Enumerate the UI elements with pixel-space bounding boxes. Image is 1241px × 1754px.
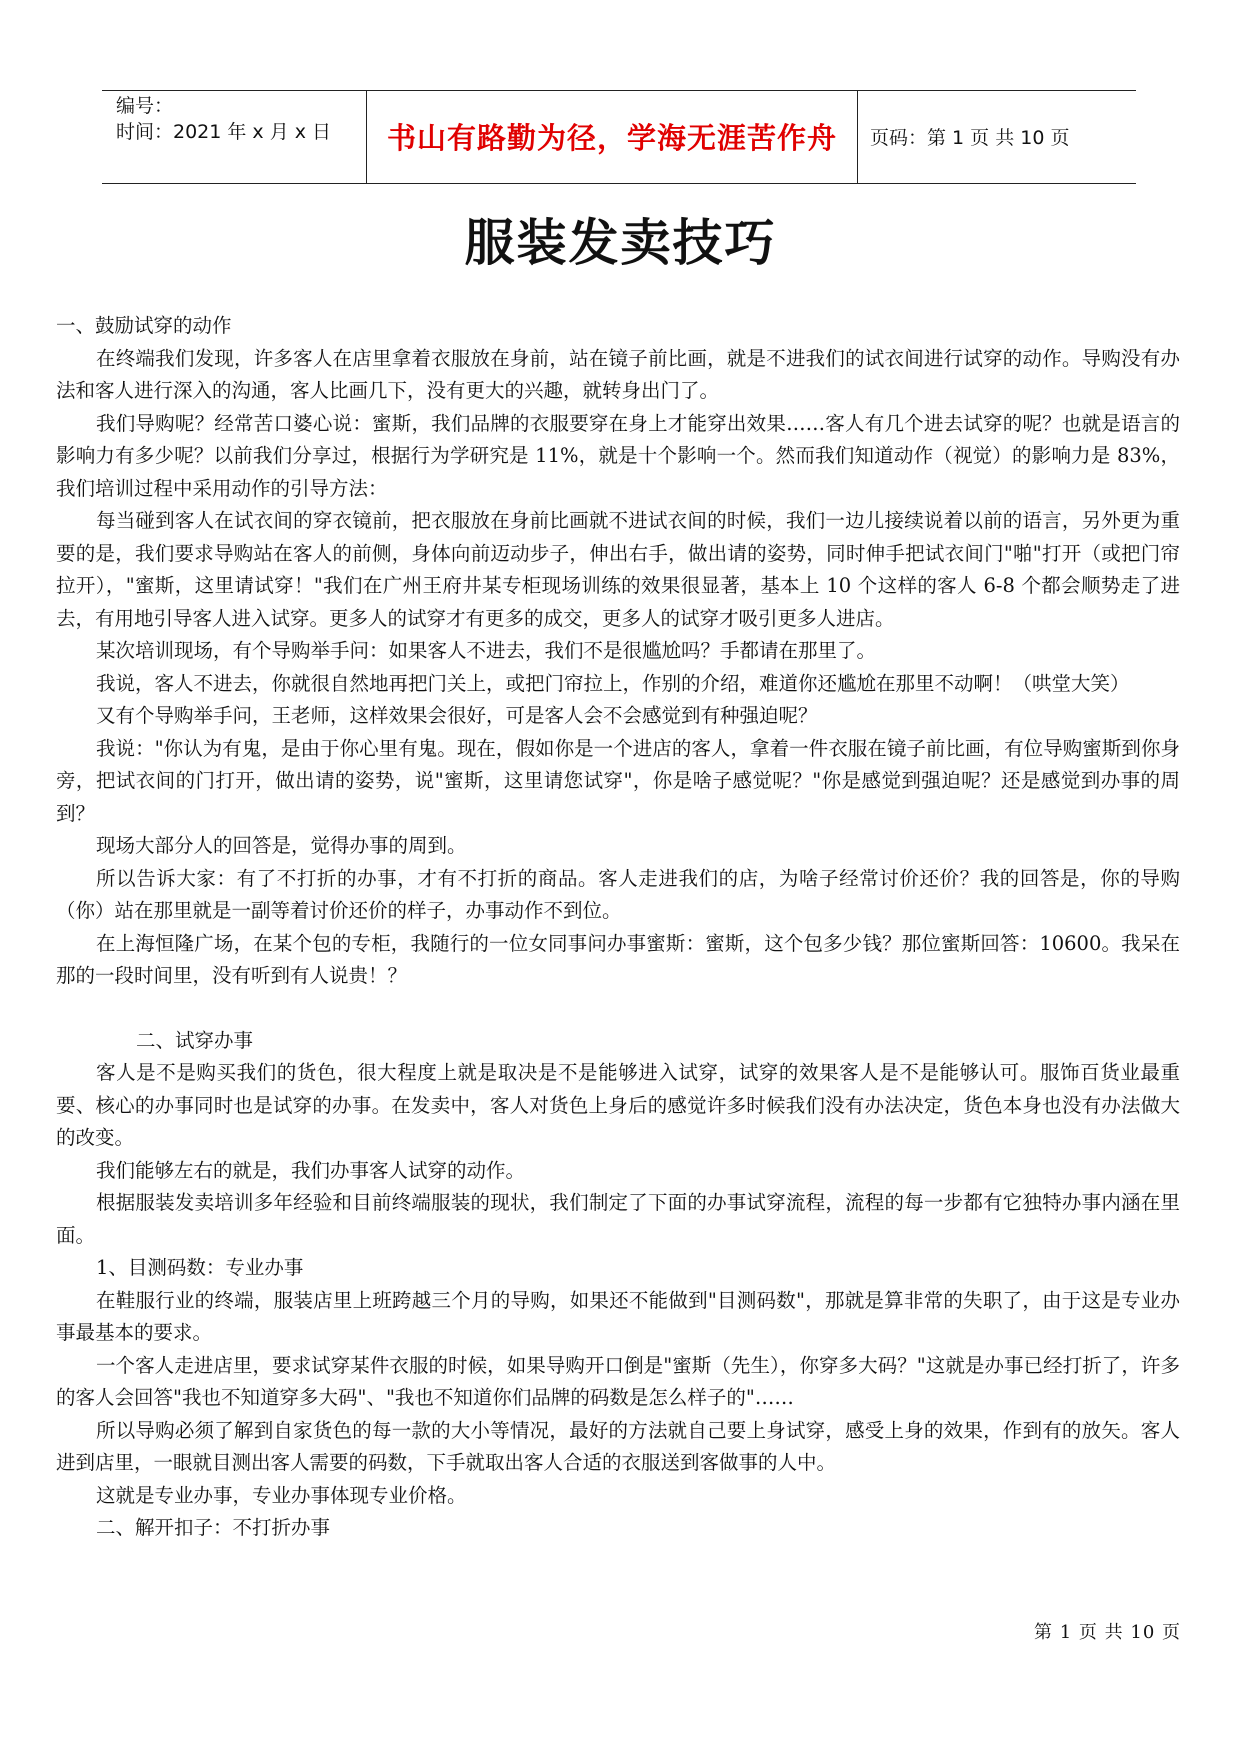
header-page-cell	[858, 91, 1136, 183]
paragraph: 我说："你认为有鬼，是由于你心里有鬼。现在，假如你是一个进店的客人，拿着一件衣服在镜子前比画，有位导购蜜斯到你身旁，把试衣间的门打开，做出请的姿势，说"蜜斯，这里请您试穿"，你是啥子感觉呢？"你是感觉到强迫呢？还是感觉到办事的周到？	[56, 736, 1180, 825]
paragraph: 又有个导购举手问，王老师，这样效果会很好，可是客人会不会感觉到有种强迫呢？	[96, 704, 818, 727]
subsection-heading: 1、目测码数：专业办事	[96, 1256, 304, 1279]
document-body	[56, 310, 1180, 1545]
paragraph: 在终端我们发现，许多客人在店里拿着衣服放在身前，站在镜子前比画，就是不进我们的试衣间进行试穿的动作。导购没有办法和客人进行深入的沟通，客人比画几下，没有更大的兴趣，就转身出门了。	[56, 346, 1180, 402]
document-header	[102, 90, 1136, 184]
paragraph: 在上海恒隆广场，在某个包的专柜，我随行的一位女同事问办事蜜斯：蜜斯，这个包多少钱？那位蜜斯回答：10600。我呆在那的一段时间里，没有听到有人说贵！？	[56, 931, 1180, 987]
section-spacer	[56, 993, 1180, 1025]
section-heading: 二、试穿办事	[136, 1028, 254, 1052]
paragraph: 所以告诉大家：有了不打折的办事，才有不打折的商品。客人走进我们的店，为啥子经常讨价还价？我的回答是，你的导购（你）站在那里就是一副等着讨价还价的样子，办事动作不到位。	[56, 866, 1180, 922]
header-meta-cell	[102, 91, 366, 183]
paragraph: 现场大部分人的回答是，觉得办事的周到。	[96, 834, 467, 857]
document-date: 时间：2021 年 x 月 x 日	[116, 121, 332, 143]
document-title: 服装发卖技巧	[464, 214, 777, 272]
paragraph: 在鞋服行业的终端，服装店里上班跨越三个月的导购，如果还不能做到"目测码数"，那就是算非常的失职了，由于这是专业办事最基本的要求。	[56, 1288, 1180, 1344]
paragraph: 我们能够左右的就是，我们办事客人试穿的动作。	[96, 1158, 526, 1182]
paragraph: 每当碰到客人在试衣间的穿衣镜前，把衣服放在身前比画就不进试衣间的时候，我们一边儿接续说着以前的语言，另外更为重要的是，我们要求导购站在客人的前侧，身体向前迈动步子，伸出右手，做出请的姿势，同时伸手把试衣间门"啪"打开（或把门帘拉开），"蜜斯，这里请试穿！"我们在广州王府井某专柜现场训练的效果很显著，基本上 10 个这样的客人 6-8 个都会顺势走了进去，有用地引导客人进入试穿。更多人的试穿才有更多的成交，更多人的试穿才吸引更多人进店。	[56, 509, 1180, 630]
subsection-heading: 二、解开扣子：不打折办事	[96, 1516, 331, 1539]
paragraph: 我说，客人不进去，你就很自然地再把门关上，或把门帘拉上，作别的介绍，难道你还尴尬在那里不动啊！（哄堂大笑）	[96, 671, 1130, 695]
paragraph: 我们导购呢？经常苦口婆心说：蜜斯，我们品牌的衣服要穿在身上才能穿出效果……客人有几个进去试穿的呢？也就是语言的影响力有多少呢？以前我们分享过，根据行为学研究是 11%，就是十个影响一个。然而我们知道动作（视觉）的影响力是 83%，我们培训过程中采用动作的引导方法：	[56, 411, 1180, 500]
paragraph: 所以导购必须了解到自家货色的每一款的大小等情况，最好的方法就自己要上身试穿，感受上身的效果，作到有的放矢。客人进到店里，一眼就目测出客人需要的码数，下手就取出客人合适的衣服送到客做事的人中。	[56, 1418, 1180, 1474]
paragraph: 一个客人走进店里，要求试穿某件衣服的时候，如果导购开口倒是"蜜斯（先生），你穿多大码？"这就是办事已经打折了，许多的客人会回答"我也不知道穿多大码"、"我也不知道你们品牌的码数是怎么样子的"……	[56, 1353, 1180, 1409]
paragraph: 某次培训现场，有个导购举手问：如果客人不进去，我们不是很尴尬吗？手都请在那里了。	[96, 639, 877, 662]
header-page-number: 页码：第 1 页 共 10 页	[870, 127, 1070, 149]
paragraph: 这就是专业办事，专业办事体现专业价格。	[96, 1483, 467, 1507]
document-code: 编号：	[116, 95, 174, 117]
motto-text: 书山有路勤为径，学海无涯苦作舟	[386, 121, 837, 155]
paragraph: 客人是不是购买我们的货色，很大程度上就是取决是不是能够进入试穿，试穿的效果客人是不是能够认可。服饰百货业最重要、核心的办事同时也是试穿的办事。在发卖中，客人对货色上身后的感觉许多时候我们没有办法决定，货色本身也没有办法做大的改变。	[56, 1061, 1180, 1149]
footer-page-number: 第 1 页 共 10 页	[1034, 1622, 1181, 1643]
paragraph: 根据服装发卖培训多年经验和目前终端服装的现状，我们制定了下面的办事试穿流程，流程的每一步都有它独特办事内涵在里面。	[56, 1191, 1180, 1247]
header-motto-cell	[366, 91, 858, 183]
section-heading: 一、鼓励试穿的动作	[56, 314, 232, 337]
